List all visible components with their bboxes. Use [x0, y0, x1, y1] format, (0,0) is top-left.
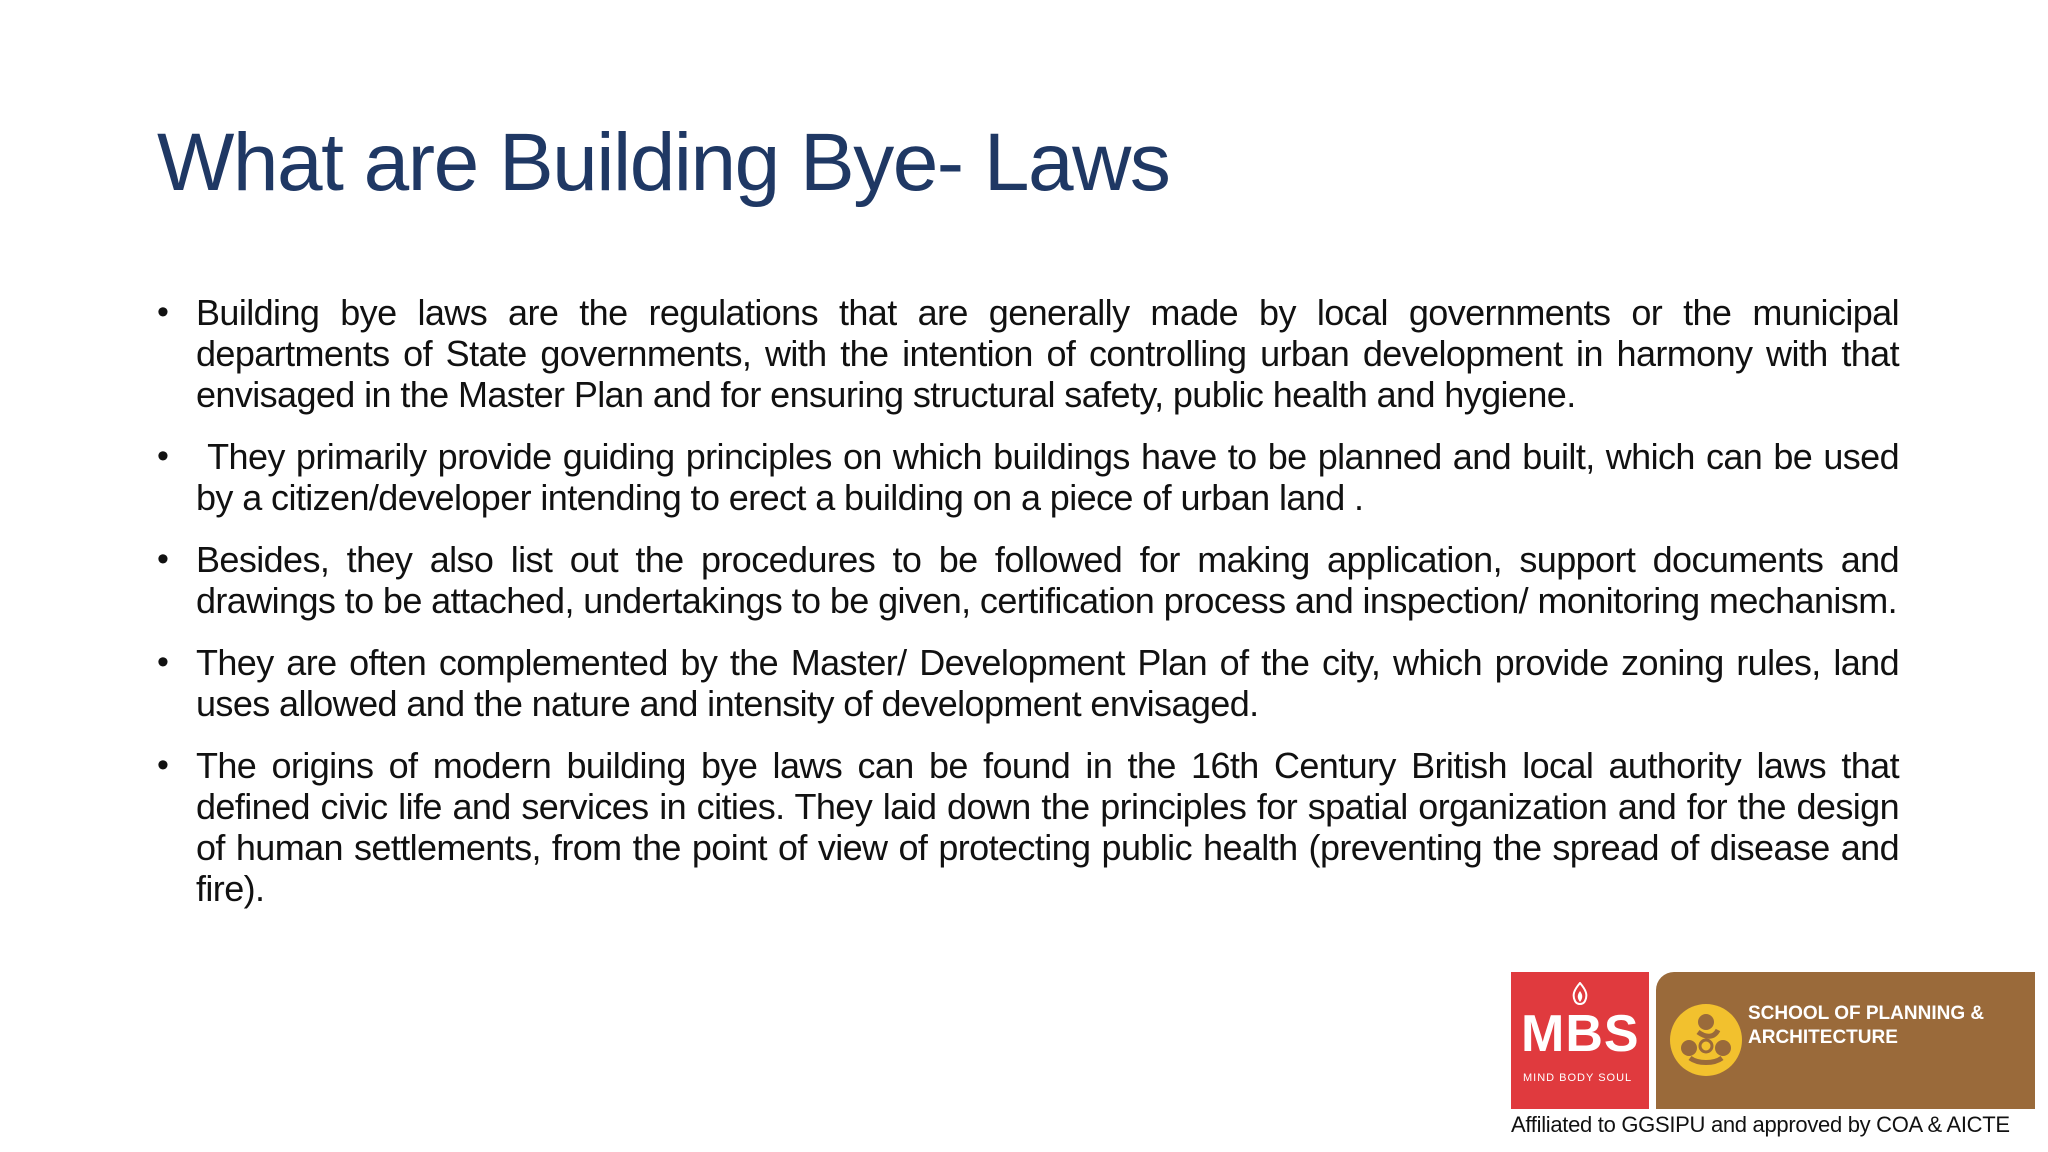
bullet-item: [157, 292, 1899, 415]
affiliation-text: Affiliated to GGSIPU and approved by COA & AICTE: [1511, 1112, 2010, 1137]
logo-divider: [1649, 972, 1656, 1109]
slide-title: What are Building Bye- Laws: [157, 117, 1170, 208]
bullet-marker: •: [157, 293, 169, 331]
bullet-text: They primarily provide guiding principles on which buildings have to be planned and built, which can be used by a citizen/developer intending to erect a building on a piece of urban land .: [196, 436, 1909, 518]
bullet-item: [157, 642, 1899, 724]
bullet-text: They are often complemented by the Master/ Development Plan of the city, which provide zoning rules, land uses allowed and the nature and intensity of development envisaged.: [196, 642, 1899, 724]
bullet-marker: •: [157, 437, 169, 475]
institution-logo: [1511, 972, 2035, 1109]
bullet-list: [157, 292, 1909, 930]
bullet-item: [157, 745, 1899, 909]
bullet-text: Besides, they also list out the procedures to be followed for making application, support documents and drawings to be attached, undertakings to be given, certification process and inspection/ monitoring mechanism.: [196, 539, 1899, 621]
bullet-text: The origins of modern building bye laws can be found in the 16th Century British local authority laws that defined civic life and services in cities. They laid down the principles for spatial organization and for the design of human settlements, from the point of view of protecting public health (preventing the spread of disease and fire).: [196, 745, 1899, 909]
bullet-item: [157, 436, 1909, 518]
bullet-marker: •: [157, 540, 169, 578]
mbs-tagline: MIND BODY SOUL: [1523, 1072, 1633, 1084]
mbs-logo: [1511, 972, 1649, 1109]
bullet-marker: •: [157, 746, 169, 784]
mbs-logo-letters: MBS: [1521, 1005, 1640, 1063]
spa-name: SCHOOL OF PLANNING & ARCHITECTURE: [1748, 1003, 1985, 1048]
bullet-text: Building bye laws are the regulations that are generally made by local governments or the municipal departments of State governments, with the intention of controlling urban development in harmony with that envisaged in the Master Plan and for ensuring structural safety, public health and hygiene.: [196, 292, 1899, 415]
spa-emblem-icon: [1668, 1002, 1744, 1078]
bullet-item: [157, 539, 1899, 621]
spa-logo: [1656, 972, 2035, 1109]
bullet-marker: •: [157, 643, 169, 681]
